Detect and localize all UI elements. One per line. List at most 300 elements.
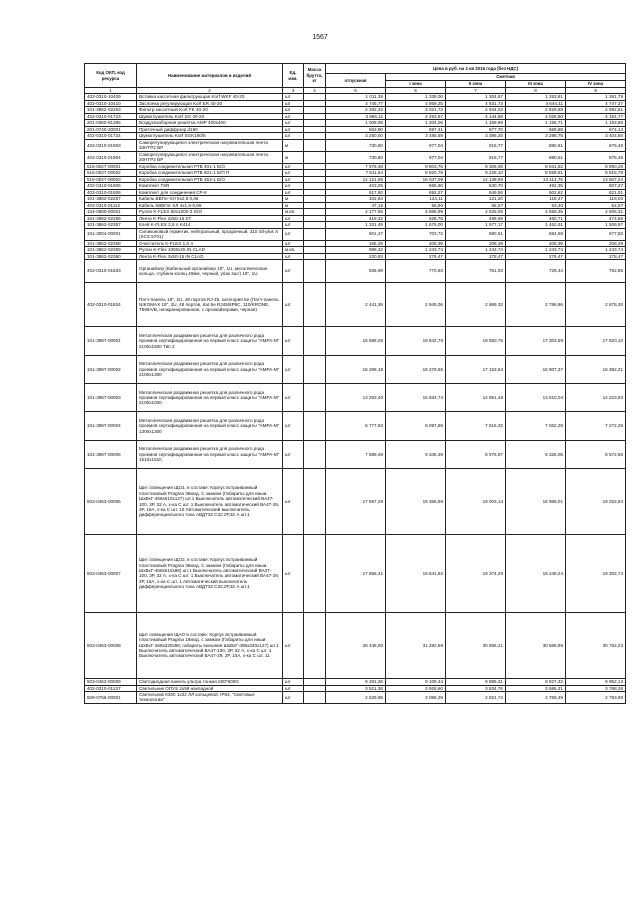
- cell-mass: [304, 260, 326, 283]
- cell-mass: [304, 412, 326, 440]
- cell-price: 14 138,99: [446, 176, 506, 183]
- table-row: [85, 612, 626, 678]
- header-zone2: II зона: [446, 81, 506, 88]
- cell-price: 621,01: [566, 189, 626, 196]
- cell-code: 402-0310-01834: [85, 282, 137, 327]
- table-row: [85, 327, 626, 355]
- cell-unit: шт: [283, 228, 304, 240]
- cell-code: 515-0027-00001: [85, 163, 137, 170]
- cell-unit: м.кв.: [283, 247, 304, 254]
- cell-price: 2 793,99: [566, 692, 626, 704]
- table-row: [85, 692, 626, 704]
- cell-unit: м.кв.: [283, 209, 304, 216]
- cell-price: 1 281,79: [566, 94, 626, 101]
- cell-code: 402-0310-01112: [85, 202, 137, 209]
- cell-price: 7 272,25: [566, 412, 626, 440]
- cell-mass: [304, 468, 326, 534]
- cell-code: 101-3004-00001: [85, 228, 137, 240]
- table-row: [85, 535, 626, 612]
- cell-name: Очиститель K-FLEX 1,0 л: [137, 240, 283, 247]
- cell-price: 4 253,67: [386, 113, 446, 120]
- cell-price: 278,47: [386, 253, 446, 260]
- cell-name: Заслонка регулирующая Korf ER 40-20: [137, 100, 283, 107]
- cell-price: 2 869,33: [446, 282, 506, 327]
- cell-price: 601,47: [326, 228, 386, 240]
- cell-name: Шумоглушитель Korf SGK160/6: [137, 133, 283, 140]
- cell-code: 402-0310-01904: [85, 151, 137, 163]
- cell-unit: шт: [283, 100, 304, 107]
- cell-name: Саморегулирующаяся электрическая нагревательная лента 20НТР2 ВР: [137, 151, 283, 163]
- cell-mass: [304, 692, 326, 704]
- cell-name: Вставка кассетная фильтрующая Korf WKF 40-20: [137, 94, 283, 101]
- cell-unit: шт: [283, 215, 304, 222]
- cell-unit: шт: [283, 183, 304, 190]
- cell-price: 3 768,28: [566, 685, 626, 692]
- cell-price: 1 243,74: [446, 247, 506, 254]
- cell-price: 2 944,02: [446, 107, 506, 114]
- cell-price: 1 011,36: [326, 94, 386, 101]
- cell-name: Рулон K-Flex 1000х25 IN CLAD: [137, 247, 283, 254]
- table-body: [85, 94, 626, 704]
- cell-price: 876,45: [566, 139, 626, 151]
- cell-unit: шт: [283, 163, 304, 170]
- cell-code: 101-3987-00001: [85, 327, 137, 355]
- cell-price: 8 559,61: [506, 170, 566, 177]
- cell-price: 8 325,05: [506, 440, 566, 468]
- cell-name: Металлическая раздвижная решетка для различного рода проемов сертифицированная на первый класс защиты "АМРА-М" 2100х1500 Тип 2: [137, 327, 283, 355]
- cell-price: 1 169,99: [446, 120, 506, 127]
- cell-price: 13 253,40: [326, 384, 386, 412]
- cell-price: 1 243,74: [566, 247, 626, 254]
- cell-price: 278,47: [446, 253, 506, 260]
- cell-price: 13 507,24: [566, 176, 626, 183]
- cell-price: 9 109,44: [386, 679, 446, 686]
- cell-price: 1 577,17: [446, 222, 506, 229]
- cell-price: 2 282,33: [326, 107, 386, 114]
- column-index: 9: [566, 88, 626, 94]
- column-index: 6: [386, 88, 446, 94]
- cell-code: 402-0310-01723: [85, 113, 137, 120]
- cell-price: 31 292,59: [386, 612, 446, 678]
- cell-price: 770,83: [386, 260, 446, 283]
- cell-unit: шт: [283, 189, 304, 196]
- cell-code: 201-0740-20001: [85, 126, 137, 133]
- page-number: 1567: [312, 34, 328, 41]
- cell-price: 30 752,23: [566, 612, 626, 678]
- cell-price: 3 250,00: [326, 133, 386, 140]
- cell-price: 1 253,81: [506, 94, 566, 101]
- cell-price: 278,47: [566, 253, 626, 260]
- header-price-title: Цена в руб. на 2 кв 2016 года (без НДС): [326, 64, 626, 74]
- cell-name: Кабель ВВГнг-ХЛ 5х2,5 0,66: [137, 196, 283, 203]
- cell-unit: м: [283, 139, 304, 151]
- cell-price: 2 529,95: [326, 692, 386, 704]
- cell-name: Лента K-Flex 3х50-15 IN CLAD: [137, 253, 283, 260]
- cell-price: 7 062,29: [506, 412, 566, 440]
- table-row: [85, 384, 626, 412]
- cell-price: 730,80: [326, 151, 386, 163]
- cell-price: 13 810,04: [506, 384, 566, 412]
- table-row: [85, 412, 626, 440]
- cell-price: 684,58: [506, 228, 566, 240]
- cell-price: 703,72: [386, 228, 446, 240]
- cell-price: 102,84: [326, 196, 386, 203]
- cell-name: Светильник ОПУS 2х58 накладной: [137, 685, 283, 692]
- cell-price: 3 404,60: [566, 133, 626, 140]
- cell-price: 4 606,31: [566, 209, 626, 216]
- cell-code: 503-0463-00009: [85, 679, 137, 686]
- header-code: Код ОКП, код ресурса: [85, 64, 137, 88]
- table-row: [85, 440, 626, 468]
- cell-price: 16 382,31: [566, 355, 626, 383]
- cell-price: 3 298,75: [506, 133, 566, 140]
- cell-price: 563,90: [326, 126, 386, 133]
- cell-price: 19 302,74: [566, 535, 626, 612]
- cell-price: 15 047,09: [386, 176, 446, 183]
- cell-price: 4 154,77: [566, 113, 626, 120]
- cell-price: 565,60: [386, 183, 446, 190]
- cell-price: 1 679,00: [386, 222, 446, 229]
- cell-price: 9 345,39: [386, 440, 446, 468]
- cell-price: 9 306,06: [446, 163, 506, 170]
- cell-price: 496,69: [446, 215, 506, 222]
- cell-price: 17 597,29: [326, 468, 386, 534]
- header-release: отпускная: [326, 74, 386, 88]
- cell-unit: шт: [283, 113, 304, 120]
- cell-price: 14 891,48: [446, 384, 506, 412]
- cell-price: 8 976,97: [446, 440, 506, 468]
- cell-price: 752,85: [566, 260, 626, 283]
- cell-mass: [304, 282, 326, 327]
- header-name: Наименование материалов и изделий: [137, 64, 283, 88]
- cell-price: 1 243,74: [506, 247, 566, 254]
- cell-price: 1 304,57: [446, 94, 506, 101]
- cell-code: 402-0310-01905: [85, 183, 137, 190]
- cell-price: 2 945,06: [386, 282, 446, 327]
- cell-code: 402-0310-01833: [85, 260, 137, 283]
- cell-price: 492,35: [506, 183, 566, 190]
- cell-price: 460,71: [506, 215, 566, 222]
- cell-price: 4 177,65: [326, 209, 386, 216]
- cell-price: 3 745,77: [326, 100, 386, 107]
- cell-price: 3 088,28: [386, 692, 446, 704]
- cell-name: Комплект для соединения СР-6: [137, 189, 283, 196]
- header-zone4: IV зона: [566, 81, 626, 88]
- cell-price: 55,57: [446, 202, 506, 209]
- cell-price: 674,14: [566, 126, 626, 133]
- table-row: [85, 355, 626, 383]
- cell-price: 915,77: [446, 139, 506, 151]
- cell-code: 101-3862-02263: [85, 107, 137, 114]
- cell-price: 2 786,86: [506, 282, 566, 327]
- cell-price: 18 969,01: [506, 468, 566, 534]
- table-row: [85, 139, 626, 151]
- cell-name: Кабель КВВГнг-ХЛ 4х1,5-0,66: [137, 202, 283, 209]
- cell-price: 4 644,11: [506, 100, 566, 107]
- cell-mass: [304, 228, 326, 240]
- cell-code: 402-0310-01906: [85, 189, 137, 196]
- cell-price: 3 966,11: [326, 113, 386, 120]
- cell-code: 104-0680-00001: [85, 209, 137, 216]
- cell-price: 2 441,36: [326, 282, 386, 327]
- cell-name: Рулон K-FLEX 50х1000-3 IGO: [137, 209, 283, 216]
- cell-price: 19 641,92: [386, 535, 446, 612]
- cell-price: 2 876,30: [566, 282, 626, 327]
- cell-unit: шт: [283, 126, 304, 133]
- cell-price: 423,05: [326, 183, 386, 190]
- cell-name: Металлическая раздвижная решетка для различного рода проемов сертифицированная на первый класс защиты "АМРА-М" 1510х1510: [137, 440, 283, 468]
- cell-price: 8 281,36: [326, 679, 386, 686]
- cell-price: 19 003,14: [446, 468, 506, 534]
- cell-name: Патч-панель 19", 2U, 48 портов RJ-45, категория 5е (Патч-панель NIKOMAX 19", 2U, 48 портов, Кат.5е RJ45/8P8C, 110/KRONE, T568A/B, неэкранированная, с органайзерами, черная): [137, 282, 283, 327]
- cell-price: 3 685,21: [506, 685, 566, 692]
- cell-price: 692,27: [386, 189, 446, 196]
- cell-price: 17 303,59: [506, 327, 566, 355]
- cell-mass: [304, 384, 326, 412]
- cell-price: 14 223,63: [566, 384, 626, 412]
- cell-mass: [304, 535, 326, 612]
- cell-price: 208,39: [446, 240, 506, 247]
- cell-price: 1 156,71: [506, 120, 566, 127]
- cell-name: Коробка соединительная РТВ 601-1 Б/П П: [137, 170, 283, 177]
- cell-unit: шт: [283, 692, 304, 704]
- cell-price: 474,56: [566, 215, 626, 222]
- cell-name: Воздухозаборная решетка АМР 400х400: [137, 120, 283, 127]
- cell-code: 101-3862-02257: [85, 196, 137, 203]
- cell-price: 19 249,24: [506, 535, 566, 612]
- cell-price: 56,90: [386, 202, 446, 209]
- cell-unit: шт: [283, 240, 304, 247]
- cell-price: 3 521,36: [326, 685, 386, 692]
- cell-price: 13 114,75: [506, 176, 566, 183]
- cell-unit: шт: [283, 120, 304, 127]
- column-index: 1: [85, 88, 137, 94]
- cell-unit: м: [283, 202, 304, 209]
- cell-price: 208,39: [566, 240, 626, 247]
- cell-price: 3 021,72: [386, 107, 446, 114]
- cell-price: 17 153,54: [446, 355, 506, 383]
- cell-price: 730,80: [326, 139, 386, 151]
- cell-price: 17 820,10: [566, 327, 626, 355]
- cell-price: 121,20: [446, 196, 506, 203]
- cell-code: 515-0027-00003: [85, 176, 137, 183]
- cell-unit: шт: [283, 535, 304, 612]
- cell-price: 9 820,79: [386, 170, 446, 177]
- cell-price: 530,70: [446, 183, 506, 190]
- cell-price: 7 911,64: [326, 170, 386, 177]
- cell-price: 19 022,64: [566, 468, 626, 534]
- cell-unit: м: [283, 196, 304, 203]
- cell-price: 6 777,63: [326, 412, 386, 440]
- header-estimated: Сметная: [386, 74, 626, 81]
- cell-price: 19 560,75: [446, 327, 506, 355]
- cell-price: 8 890,26: [566, 163, 626, 170]
- cell-price: 669,98: [506, 126, 566, 133]
- cell-code: 101-3987-00005: [85, 440, 137, 468]
- cell-code: 503-0463-00008: [85, 612, 137, 678]
- column-index: 7: [446, 88, 506, 94]
- cell-code: 101-3987-00004: [85, 412, 137, 440]
- cell-price: 2 921,74: [446, 692, 506, 704]
- cell-price: 118,47: [506, 196, 566, 203]
- cell-price: 30 568,99: [506, 612, 566, 678]
- cell-unit: шт: [283, 685, 304, 692]
- cell-name: Саморегулирующаяся электрическая нагревательная лента 33НТР2 ВР: [137, 139, 283, 151]
- cell-price: 30 866,21: [446, 612, 506, 678]
- cell-unit: шт: [283, 170, 304, 177]
- cell-name: Приточный диффузор d160: [137, 126, 283, 133]
- cell-price: 4 831,73: [446, 100, 506, 107]
- cell-code: 402-0310-01724: [85, 133, 137, 140]
- cell-price: 54,57: [566, 202, 626, 209]
- cell-price: 220,83: [326, 253, 386, 260]
- cell-price: 2 892,61: [566, 107, 626, 114]
- cell-price: 1 008,05: [326, 120, 386, 127]
- cell-price: 915,77: [446, 151, 506, 163]
- cell-price: 7 889,49: [326, 440, 386, 468]
- cell-unit: м: [283, 151, 304, 163]
- cell-price: 53,40: [506, 202, 566, 209]
- cell-unit: шт: [283, 176, 304, 183]
- cell-price: 8 815,78: [566, 170, 626, 177]
- cell-price: 19 842,76: [386, 327, 446, 355]
- column-index: 8: [506, 88, 566, 94]
- cell-code: 515-0027-00002: [85, 170, 137, 177]
- cell-price: 1 331,49: [326, 222, 386, 229]
- cell-price: 649,56: [446, 189, 506, 196]
- cell-mass: [304, 440, 326, 468]
- cell-code: 101-3862-02256: [85, 215, 137, 222]
- column-index: 4: [304, 88, 326, 94]
- cell-price: 4 025,60: [506, 113, 566, 120]
- cell-price: 7 978,48: [326, 163, 386, 170]
- cell-price: 165,26: [326, 240, 386, 247]
- cell-unit: шт: [283, 440, 304, 468]
- cell-price: 8 097,69: [386, 412, 446, 440]
- cell-price: 1 506,97: [566, 222, 626, 229]
- cell-code: 101-3862-02359: [85, 247, 137, 254]
- cell-unit: шт: [283, 612, 304, 678]
- cell-price: 3 926,60: [386, 685, 446, 692]
- cell-mass: [304, 327, 326, 355]
- cell-code: 101-3987-00003: [85, 384, 137, 412]
- table-row: [85, 468, 626, 534]
- cell-price: 876,45: [566, 151, 626, 163]
- cell-price: 4 144,58: [446, 113, 506, 120]
- cell-price: 4 625,06: [446, 209, 506, 216]
- cell-price: 208,39: [506, 240, 566, 247]
- cell-price: 3 485,69: [386, 133, 446, 140]
- cell-price: 8 985,31: [446, 679, 506, 686]
- header-zone1: I зона: [386, 81, 446, 88]
- cell-price: 4 747,37: [566, 100, 626, 107]
- cell-price: 9 803,76: [386, 163, 446, 170]
- cell-unit: шт: [283, 327, 304, 355]
- cell-price: 986,32: [326, 247, 386, 254]
- cell-price: 47,15: [326, 202, 386, 209]
- table-row: [85, 260, 626, 283]
- cell-price: 1 153,85: [566, 120, 626, 127]
- cell-price: 9 228,10: [446, 170, 506, 177]
- cell-unit: шт: [283, 679, 304, 686]
- cell-code: 201-0360-81385: [85, 120, 137, 127]
- cell-code: 101-3862-02358: [85, 240, 137, 247]
- cell-price: 17 856,41: [326, 535, 386, 612]
- cell-code: 402-0310-01227: [85, 685, 137, 692]
- cell-unit: шт: [283, 412, 304, 440]
- cell-price: 2 758,49: [506, 692, 566, 704]
- cell-name: Металлическая раздвижная решетка для различного рода проемов сертифицированная на первый класс защиты "АМРА-М" 2100х1300: [137, 355, 283, 383]
- cell-code: 101-3862-02357: [85, 222, 137, 229]
- cell-price: 602,62: [506, 189, 566, 196]
- cell-name: Щит освещения ЩО1, в составе: Корпус встраиваемый пластиковый Pragma 36мод. С замком (Габариты для ниши: ШхВхГ-468х510х127) шт.1 Выключатель автоматический ВА47-100, 3Р, 32 А, х-ка С шт. 1 Выключатель автоматический ВА47-29, 2Р, 16А, х-ка С шт. 10 Автоматический выключатель дифференциального тока АВДТ32 С32 2Р,32 А шт.1: [137, 468, 283, 534]
- cell-price: 4 959,25: [386, 100, 446, 107]
- cell-code: 101-3862-02360: [85, 253, 137, 260]
- cell-price: 677,50: [566, 228, 626, 240]
- cell-price: 2 829,69: [506, 107, 566, 114]
- cell-name: Коробка соединительная РТВ 453-1 Б/О: [137, 176, 283, 183]
- cell-code: 101-3987-00002: [85, 355, 137, 383]
- cell-price: 12 121,95: [326, 176, 386, 183]
- cell-code: 509-0766-00001: [85, 692, 137, 704]
- cell-price: 8 952,13: [566, 679, 626, 686]
- cell-price: 977,04: [386, 139, 446, 151]
- cell-price: 15 286,18: [326, 355, 386, 383]
- cell-unit: шт: [283, 107, 304, 114]
- cell-name: Фильтр кассетный Korf FK 40-20: [137, 107, 283, 114]
- cell-price: 517,80: [326, 189, 386, 196]
- cell-name: Металлическая раздвижная решетка для различного рода проемов сертифицированная на первый класс защиты "АМРА-М" 1300х1300: [137, 412, 283, 440]
- cell-price: 15 834,74: [386, 384, 446, 412]
- cell-price: 977,04: [386, 151, 446, 163]
- cell-price: 890,51: [506, 151, 566, 163]
- cell-unit: шт: [283, 282, 304, 327]
- cell-code: 503-0463-00007: [85, 535, 137, 612]
- cell-price: 18 279,55: [386, 355, 446, 383]
- cell-price: 7 615,32: [446, 412, 506, 440]
- cell-name: Органайзер (Кабельный органайзер 19", 1U, металлические кольца, глубина колец 40мм, черный, упак 2шт) 19", 1U: [137, 260, 283, 283]
- header-unit: Ед. изм.: [283, 64, 304, 88]
- cell-mass: [304, 139, 326, 151]
- table-row: [85, 228, 626, 240]
- cell-price: 638,99: [326, 260, 386, 283]
- column-index: 3: [283, 88, 304, 94]
- cell-unit: шт: [283, 94, 304, 101]
- cell-name: Светильник К300 1х22 ЛЛ кольцевой, IP54, "Световые технологии": [137, 692, 283, 704]
- cell-name: Коробка соединительная РТВ 401-1 Б/О: [137, 163, 283, 170]
- cell-price: 697,41: [386, 126, 446, 133]
- cell-price: 15 907,37: [506, 355, 566, 383]
- cell-code: 402-0310-10409: [85, 94, 137, 101]
- cell-price: 4 558,35: [506, 209, 566, 216]
- cell-code: 503-0463-00005: [85, 468, 137, 534]
- cell-name: Щит освещения ЩО2, в составе: Корпус встраиваемый пластиковый Pragma 36мод. С замком (Габариты для ниши: ШхВхГ-468х510х86) шт.1 Выключатель автоматический ВА47-100, 3Р, 32 А, х-ка С шт. 1 Выключатель автоматический ВА47-29, 2Р, 16А, х-ка С шт. 1 Автоматический выключатель дифференциального тока АВДТ32 С32,2Р,32 А шт.1: [137, 535, 283, 612]
- cell-mass: [304, 355, 326, 383]
- cell-price: 208,39: [386, 240, 446, 247]
- cell-price: 124,11: [386, 196, 446, 203]
- cell-unit: шт: [283, 133, 304, 140]
- table-row: [85, 151, 626, 163]
- cell-price: 729,44: [506, 260, 566, 283]
- cell-unit: шт.: [283, 468, 304, 534]
- cell-price: 507,37: [566, 183, 626, 190]
- cell-unit: шт: [283, 253, 304, 260]
- cell-name: Лента K-Flex 3х50-15 ST: [137, 215, 283, 222]
- cell-unit: шт: [283, 355, 304, 383]
- cell-price: 528,76: [386, 215, 446, 222]
- cell-price: 8 631,92: [506, 163, 566, 170]
- cell-price: 1 339,00: [386, 94, 446, 101]
